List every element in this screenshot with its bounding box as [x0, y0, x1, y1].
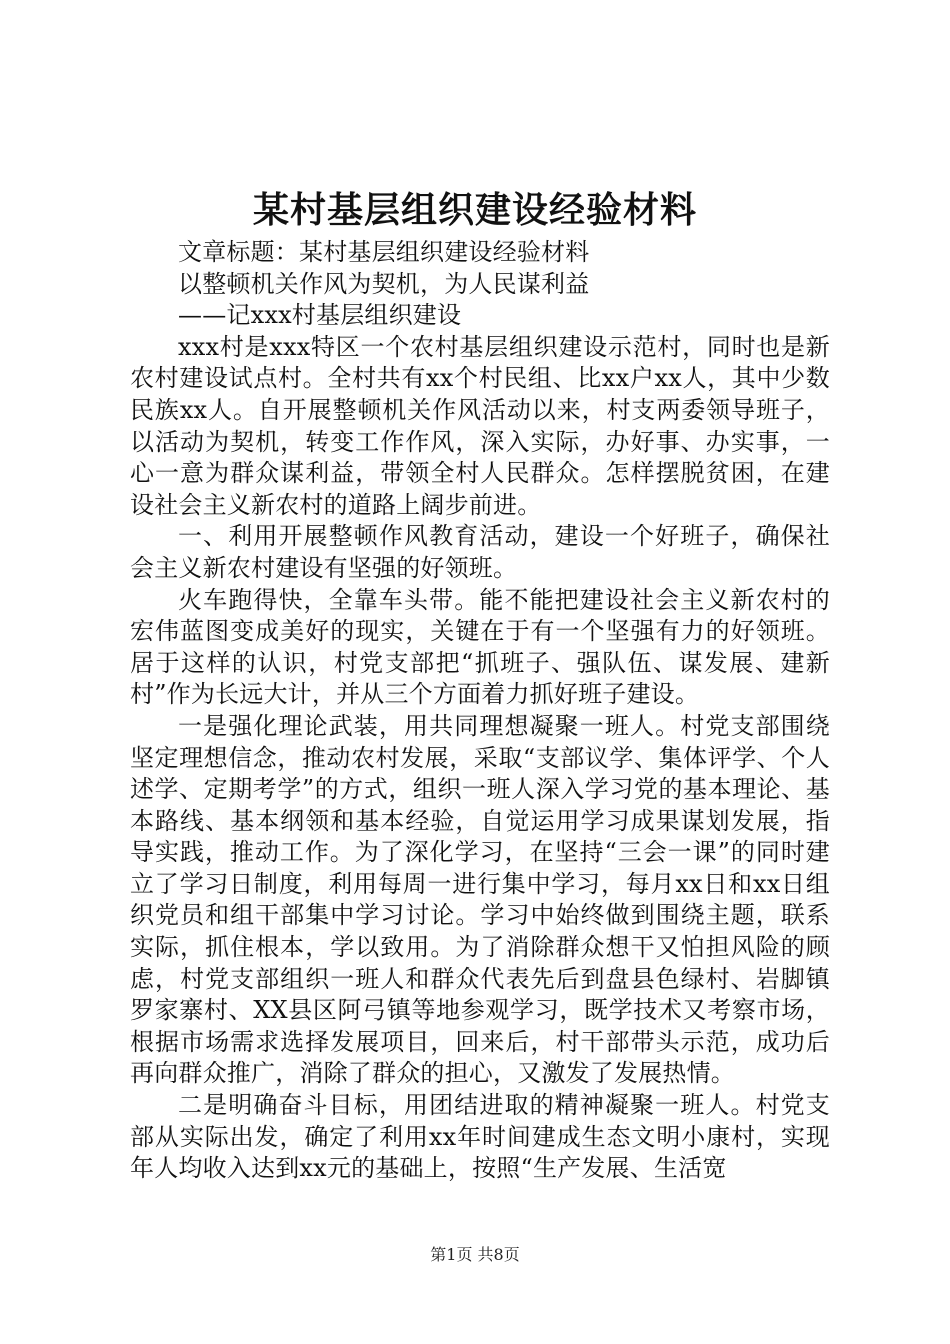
body-paragraph: 火车跑得快，全靠车头带。能不能把建设社会主义新农村的宏伟蓝图变成美好的现实，关键在于有一个坚强有力的好领班。居于这样的认识，村党支部把“抓班子、强队伍、谋发展、建新村”作为长远大计，并从三个方面着力抓好班子建设。 [130, 585, 830, 709]
document-title: 某村基层组织建设经验材料 [252, 189, 697, 231]
body-paragraph: 二是明确奋斗目标，用团结进取的精神凝聚一班人。村党支部从实际出发，确定了利用xx年时间建成生态文明小康村，实现年人均收入达到xx元的基础上，按照“生产发展、生活宽 [130, 1091, 830, 1183]
subtitle: 以整顿机关作风为契机，为人民谋利益 [178, 269, 590, 298]
section-heading: 一、利用开展整顿作风教育活动，建设一个好班子，确保社会主义新农村建设有坚强的好领班。 [130, 522, 830, 582]
body-paragraph: xxx村是xxx特区一个农村基层组织建设示范村，同时也是新农村建设试点村。全村共有xx个村民组、比xx户xx人，其中少数民族xx人。自开展整顿机关作风活动以来，村支两委领导班子，以活动为契机，转变工作作风，深入实际，办好事、办实事，一心一意为群众谋利益，带领全村人民群众。怎样摆脱贫困，在建设社会主义新农村的道路上阔步前进。 [130, 332, 830, 519]
subtitle-note: ——记xxx村基层组织建设 [178, 301, 462, 330]
body-paragraph: 一是强化理论武装，用共同理想凝聚一班人。村党支部围绕坚定理想信念，推动农村发展，采取“支部议学、集体评学、个人述学、定期考学”的方式，组织一班人深入学习党的基本理论、基本路线、基本纲领和基本经验，自觉运用学习成果谋划发展，指导实践，推动工作。为了深化学习，在坚持“三会一课”的同时建立了学习日制度，利用每周一进行集中学习，每月xx日和xx日组织党员和组干部集中学习讨论。学习中始终做到围绕主题，联系实际，抓住根本，学以致用。为了消除群众想干又怕担风险的顾虑，村党支部组织一班人和群众代表先后到盘县色绿村、岩脚镇罗家寨村、XX县区阿弓镇等地参观学习，既学技术又考察市场，根据市场需求选择发展项目，回来后，村干部带头示范，成功后再向群众推广，消除了群众的担心，又激发了发展热情。 [130, 711, 830, 1088]
document-body [130, 237, 830, 1185]
page-number-footer: 第1页 共8页 [430, 1245, 520, 1264]
article-label: 文章标题：某村基层组织建设经验材料 [178, 238, 590, 266]
